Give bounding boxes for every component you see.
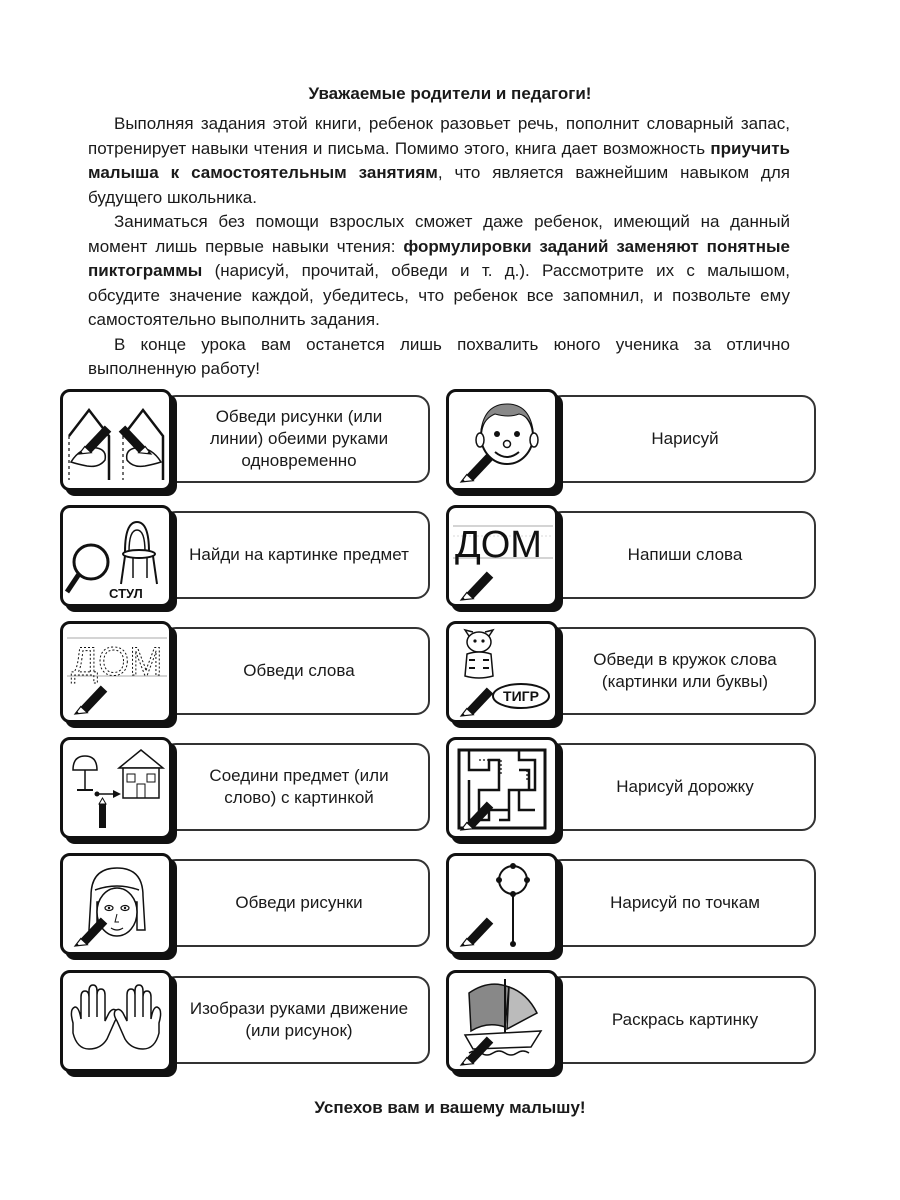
task-label: Обведи рисунки (или линии) обеими руками одновременно <box>162 395 430 483</box>
word-dom-dotted: ДОМ <box>71 640 163 684</box>
task-card-trace-two-hands <box>60 389 430 496</box>
task-card-find-object <box>60 505 430 612</box>
task-label: Обведи рисунки <box>162 859 430 947</box>
pictogram-frame <box>446 737 558 839</box>
open-hands-icon <box>63 973 169 1069</box>
pictogram-frame <box>446 970 558 1072</box>
magnifier-chair-icon <box>63 508 169 604</box>
task-card-color-picture <box>446 970 816 1077</box>
maze-icon <box>449 740 555 836</box>
task-label: Соедини предмет (или слово) с картинкой <box>162 743 430 831</box>
pictogram-frame <box>446 621 558 723</box>
girl-face-icon <box>63 856 169 952</box>
pictogram-frame <box>60 389 172 491</box>
intro-text <box>88 112 790 382</box>
task-label: Обведи слова <box>162 627 430 715</box>
task-card-draw-by-dots <box>446 853 816 960</box>
task-label: Найди на картинке предмет <box>162 511 430 599</box>
task-card-trace-words <box>60 621 430 728</box>
pictogram-frame <box>60 853 172 955</box>
task-label: Нарисуй дорожку <box>548 743 816 831</box>
task-card-hand-gesture <box>60 970 430 1077</box>
pictogram-frame <box>60 737 172 839</box>
task-label: Раскрась картинку <box>548 976 816 1064</box>
two-hands-houses-icon <box>63 392 169 488</box>
write-word-icon <box>449 508 555 604</box>
trace-word-icon <box>63 624 169 720</box>
task-card-draw-path <box>446 737 816 844</box>
intro-paragraph-1: Выполняя задания этой книги, ребенок разовьет речь, пополнит словарный запас, потренирует навыки чтения и письма. Помимо этого, книга дает возможность приучить малыша к самостоятельным занятиям, что является важнейшим навыком для будущего школьника. <box>88 114 790 207</box>
task-label: Изобрази руками движение (или рисунок) <box>162 976 430 1064</box>
task-card-trace-pictures <box>60 853 430 960</box>
intro-paragraph-3: В конце урока вам останется лишь похвалить юного ученика за отлично выполненную работу! <box>88 334 790 378</box>
task-label: Нарисуй по точкам <box>548 859 816 947</box>
intro-paragraph-2: Заниматься без помощи взрослых сможет даже ребенок, имеющий на данный момент лишь первые навыки чтения: формулировки заданий заменяют понятные пиктограммы (нарисуй, прочитай, обведи и т. д.). Рассмотрите их с малышом, обсудите значение каждой, убедитесь, что ребенок все запомнил, и позвольте ему самостоятельно выполнить задания. <box>88 212 790 329</box>
pictogram-frame <box>446 853 558 955</box>
pictogram-frame <box>60 970 172 1072</box>
task-label: Нарисуй <box>548 395 816 483</box>
task-card-connect <box>60 737 430 844</box>
caption-tiger: ТИГР <box>503 688 539 704</box>
ship-coloring-icon <box>449 973 555 1069</box>
pictogram-frame <box>60 505 172 607</box>
smiling-face-icon <box>449 392 555 488</box>
task-label: Напиши слова <box>548 511 816 599</box>
task-card-circle-words <box>446 621 816 728</box>
task-card-draw <box>446 389 816 496</box>
word-dom: ДОМ <box>455 524 542 566</box>
task-card-write-words <box>446 505 816 612</box>
connect-lamp-house-icon <box>63 740 169 836</box>
pictogram-frame <box>60 621 172 723</box>
dot-to-dot-icon <box>449 856 555 952</box>
pictogram-frame <box>446 389 558 491</box>
closing-wish: Успехов вам и вашему малышу! <box>314 1098 586 1117</box>
pictogram-frame <box>446 505 558 607</box>
circle-word-icon <box>449 624 555 720</box>
caption-chair: СТУЛ <box>109 586 143 601</box>
task-label: Обведи в кружок слова (картинки или буквы) <box>548 627 816 715</box>
page-title: Уважаемые родители и педагоги! <box>308 84 592 103</box>
